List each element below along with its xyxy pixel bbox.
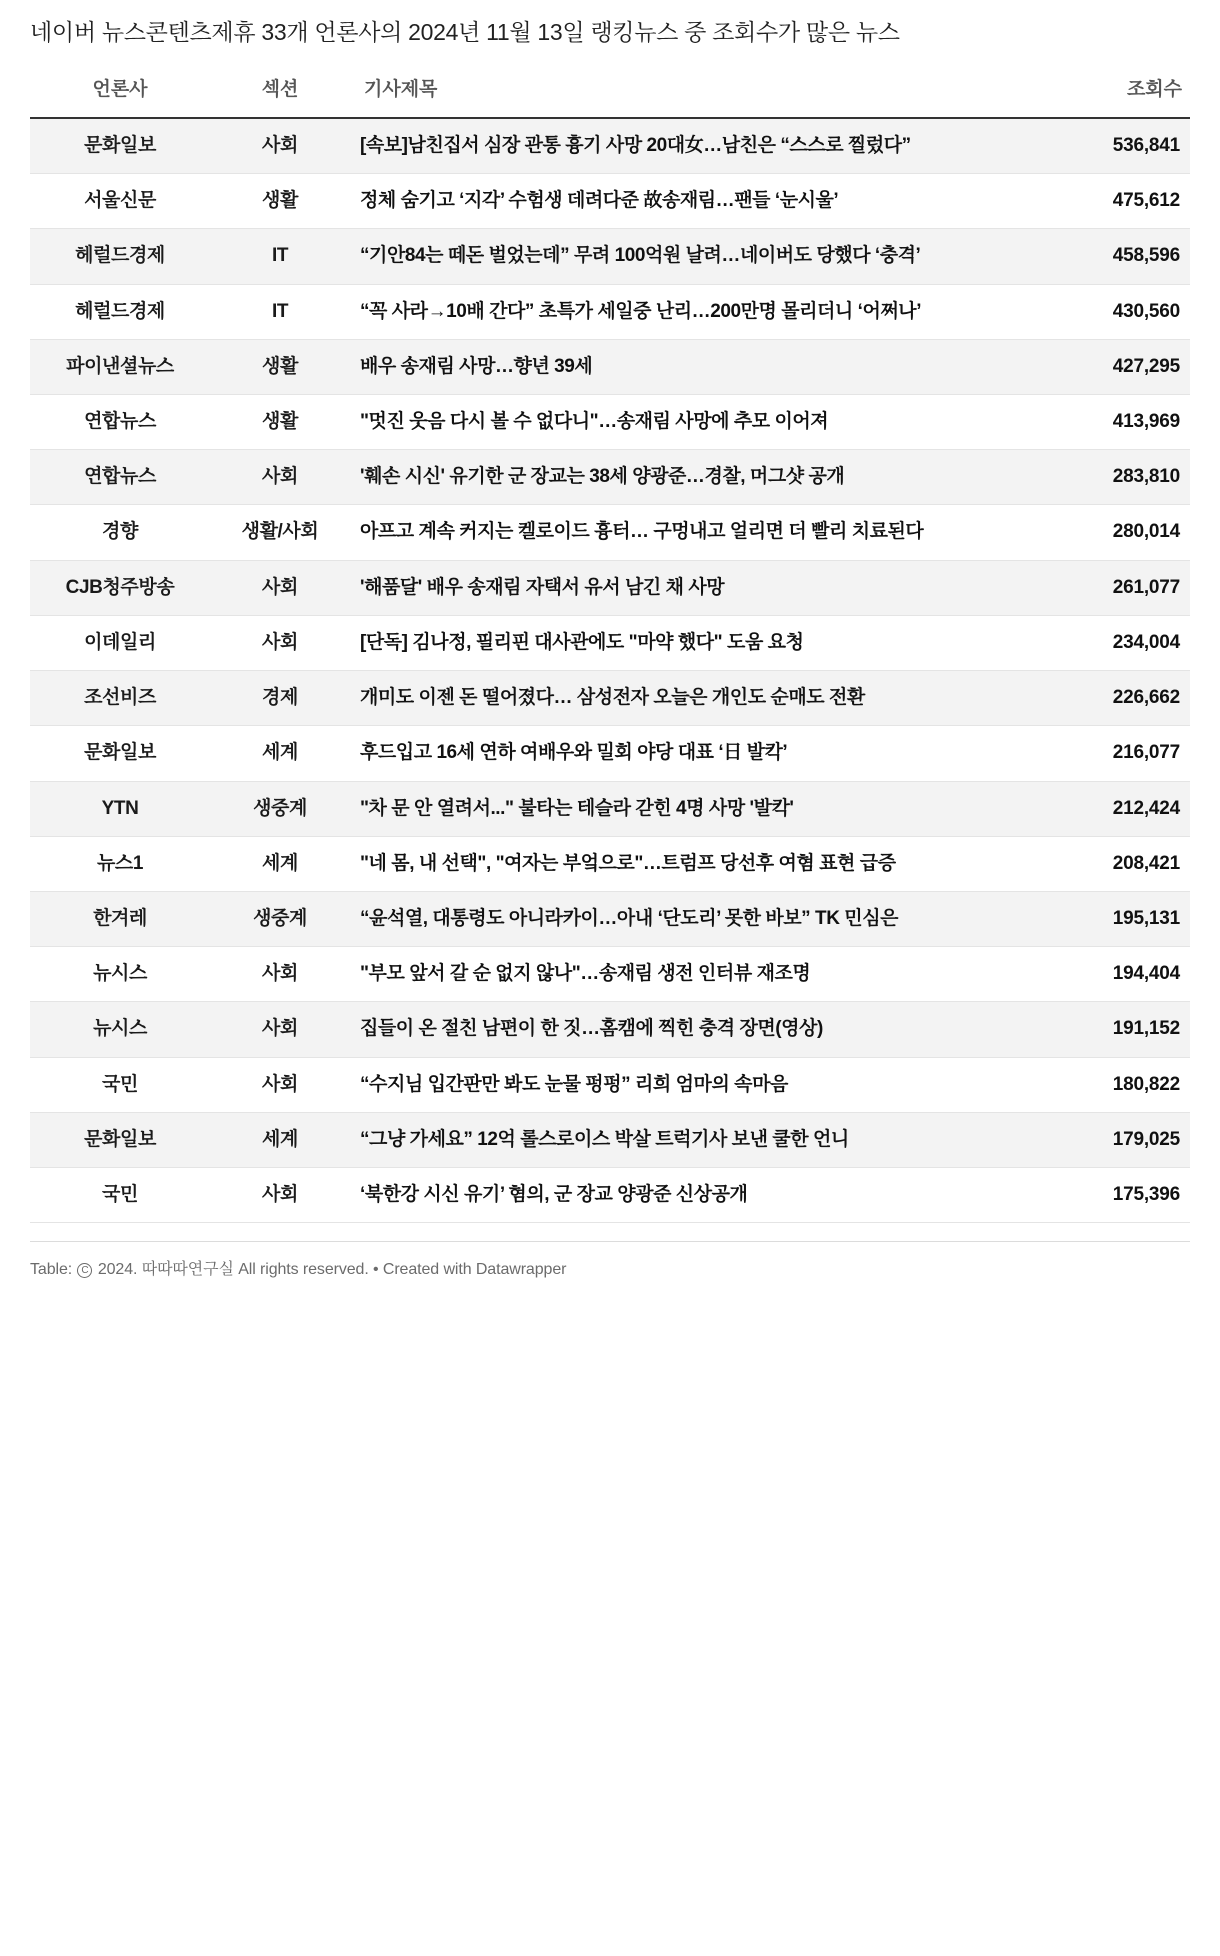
- cell-views: 475,612: [1032, 174, 1190, 229]
- cell-section: 세계: [210, 1112, 350, 1167]
- cell-media: 파이낸셜뉴스: [30, 339, 210, 394]
- cell-media: 뉴시스: [30, 947, 210, 1002]
- cell-media: 연합뉴스: [30, 450, 210, 505]
- cell-media: 조선비즈: [30, 671, 210, 726]
- cell-headline: [단독] 김나정, 필리핀 대사관에도 "마약 했다" 도움 요청: [350, 615, 1032, 670]
- table-header: [30, 74, 1190, 118]
- cell-section: 생활: [210, 394, 350, 449]
- column-header-headline: 기사제목: [350, 74, 1032, 118]
- table-row: [30, 726, 1190, 781]
- ranking-news-table: [30, 74, 1190, 1223]
- column-header-media: 언론사: [30, 74, 210, 118]
- cell-headline: "네 몸, 내 선택", "여자는 부엌으로"…트럼프 당선후 여혐 표현 급증: [350, 836, 1032, 891]
- table-row: [30, 615, 1190, 670]
- table-row: [30, 505, 1190, 560]
- cell-headline: [속보]남친집서 심장 관통 흉기 사망 20대女…남친은 “스스로 찔렀다”: [350, 118, 1032, 174]
- cell-media: 문화일보: [30, 118, 210, 174]
- table-row: [30, 836, 1190, 891]
- cell-section: IT: [210, 284, 350, 339]
- cell-headline: "부모 앞서 갈 순 없지 않나"…송재림 생전 인터뷰 재조명: [350, 947, 1032, 1002]
- cell-section: 생활: [210, 339, 350, 394]
- page-title: 네이버 뉴스콘텐츠제휴 33개 언론사의 2024년 11월 13일 랭킹뉴스 중 조회수가 많은 뉴스: [30, 19, 900, 45]
- table-row: [30, 284, 1190, 339]
- cell-media: 문화일보: [30, 1112, 210, 1167]
- cell-headline: ‘북한강 시신 유기’ 혐의, 군 장교 양광준 신상공개: [350, 1168, 1032, 1223]
- cell-section: 생활/사회: [210, 505, 350, 560]
- cell-media: 뉴시스: [30, 1002, 210, 1057]
- cell-headline: “수지님 입간판만 봐도 눈물 펑펑” 리희 엄마의 속마음: [350, 1057, 1032, 1112]
- table-row: [30, 1002, 1190, 1057]
- cell-media: 한겨레: [30, 891, 210, 946]
- cell-section: 생활: [210, 174, 350, 229]
- cell-media: 헤럴드경제: [30, 229, 210, 284]
- cell-media: 헤럴드경제: [30, 284, 210, 339]
- table-row: [30, 947, 1190, 1002]
- table-row: [30, 671, 1190, 726]
- cell-views: 175,396: [1032, 1168, 1190, 1223]
- table-row: [30, 450, 1190, 505]
- cell-section: IT: [210, 229, 350, 284]
- cell-section: 사회: [210, 947, 350, 1002]
- cell-views: 208,421: [1032, 836, 1190, 891]
- cell-views: 283,810: [1032, 450, 1190, 505]
- cell-media: YTN: [30, 781, 210, 836]
- table-row: [30, 118, 1190, 174]
- cell-section: 사회: [210, 118, 350, 174]
- cell-media: 경향: [30, 505, 210, 560]
- table-header-row: [30, 74, 1190, 118]
- cell-views: 280,014: [1032, 505, 1190, 560]
- cell-views: 413,969: [1032, 394, 1190, 449]
- cell-views: 191,152: [1032, 1002, 1190, 1057]
- cell-views: 180,822: [1032, 1057, 1190, 1112]
- table-row: [30, 174, 1190, 229]
- cell-section: 생중계: [210, 781, 350, 836]
- cell-headline: "멋진 웃음 다시 볼 수 없다니"…송재림 사망에 추모 이어져: [350, 394, 1032, 449]
- cell-headline: '해품달' 배우 송재림 자택서 유서 남긴 채 사망: [350, 560, 1032, 615]
- table-row: [30, 394, 1190, 449]
- cell-views: 216,077: [1032, 726, 1190, 781]
- cell-headline: 후드입고 16세 연하 여배우와 밀회 야당 대표 ‘日 발칵’: [350, 726, 1032, 781]
- table-body: [30, 118, 1190, 1223]
- table-footer: [30, 1241, 1190, 1279]
- cell-media: 이데일리: [30, 615, 210, 670]
- cell-media: 연합뉴스: [30, 394, 210, 449]
- cell-headline: 아프고 계속 커지는 켈로이드 흉터… 구멍내고 얼리면 더 빨리 치료된다: [350, 505, 1032, 560]
- table-row: [30, 1057, 1190, 1112]
- cell-views: 179,025: [1032, 1112, 1190, 1167]
- cell-headline: “윤석열, 대통령도 아니라카이…아내 ‘단도리’ 못한 바보” TK 민심은: [350, 891, 1032, 946]
- cell-headline: 배우 송재림 사망…향년 39세: [350, 339, 1032, 394]
- cell-media: 국민: [30, 1168, 210, 1223]
- cell-section: 사회: [210, 1057, 350, 1112]
- cell-section: 사회: [210, 450, 350, 505]
- cell-views: 194,404: [1032, 947, 1190, 1002]
- cell-views: 430,560: [1032, 284, 1190, 339]
- cell-headline: “기안84는 떼돈 벌었는데” 무려 100억원 날려…네이버도 당했다 ‘충격’: [350, 229, 1032, 284]
- table-row: [30, 1112, 1190, 1167]
- cell-views: 427,295: [1032, 339, 1190, 394]
- table-row: [30, 891, 1190, 946]
- cell-headline: "차 문 안 열려서..." 불타는 테슬라 갇힌 4명 사망 '발칵': [350, 781, 1032, 836]
- cell-headline: 개미도 이젠 돈 떨어졌다… 삼성전자 오늘은 개인도 순매도 전환: [350, 671, 1032, 726]
- cell-section: 사회: [210, 1002, 350, 1057]
- cell-section: 생중계: [210, 891, 350, 946]
- column-header-views: 조회수: [1032, 74, 1190, 118]
- cell-section: 경제: [210, 671, 350, 726]
- cell-media: 국민: [30, 1057, 210, 1112]
- cell-headline: '훼손 시신' 유기한 군 장교는 38세 양광준…경찰, 머그샷 공개: [350, 450, 1032, 505]
- table-row: [30, 560, 1190, 615]
- table-row: [30, 339, 1190, 394]
- cell-views: 234,004: [1032, 615, 1190, 670]
- cell-headline: 정체 숨기고 ‘지각’ 수험생 데려다준 故송재림…팬들 ‘눈시울’: [350, 174, 1032, 229]
- footer-text: 2024. 따따따연구실 All rights reserved. • Created with Datawrapper: [97, 1261, 567, 1279]
- cell-media: CJB청주방송: [30, 560, 210, 615]
- cell-views: 458,596: [1032, 229, 1190, 284]
- column-header-section: 섹션: [210, 74, 350, 118]
- footer-prefix: Table:: [30, 1261, 73, 1279]
- cell-section: 사회: [210, 560, 350, 615]
- cell-media: 문화일보: [30, 726, 210, 781]
- cell-section: 세계: [210, 726, 350, 781]
- cell-section: 세계: [210, 836, 350, 891]
- cell-views: 261,077: [1032, 560, 1190, 615]
- cell-headline: “그냥 가세요” 12억 롤스로이스 박살 트럭기사 보낸 쿨한 언니: [350, 1112, 1032, 1167]
- cell-views: 195,131: [1032, 891, 1190, 946]
- table-row: [30, 781, 1190, 836]
- copyright-icon: C: [77, 1263, 92, 1278]
- cell-headline: “꼭 사라→10배 간다” 초특가 세일중 난리…200만명 몰리더니 ‘어쩌나’: [350, 284, 1032, 339]
- table-row: [30, 229, 1190, 284]
- cell-media: 서울신문: [30, 174, 210, 229]
- cell-views: 212,424: [1032, 781, 1190, 836]
- cell-headline: 집들이 온 절친 남편이 한 짓…홈캠에 찍힌 충격 장면(영상): [350, 1002, 1032, 1057]
- cell-views: 536,841: [1032, 118, 1190, 174]
- table-row: [30, 1168, 1190, 1223]
- cell-section: 사회: [210, 615, 350, 670]
- cell-media: 뉴스1: [30, 836, 210, 891]
- cell-views: 226,662: [1032, 671, 1190, 726]
- cell-section: 사회: [210, 1168, 350, 1223]
